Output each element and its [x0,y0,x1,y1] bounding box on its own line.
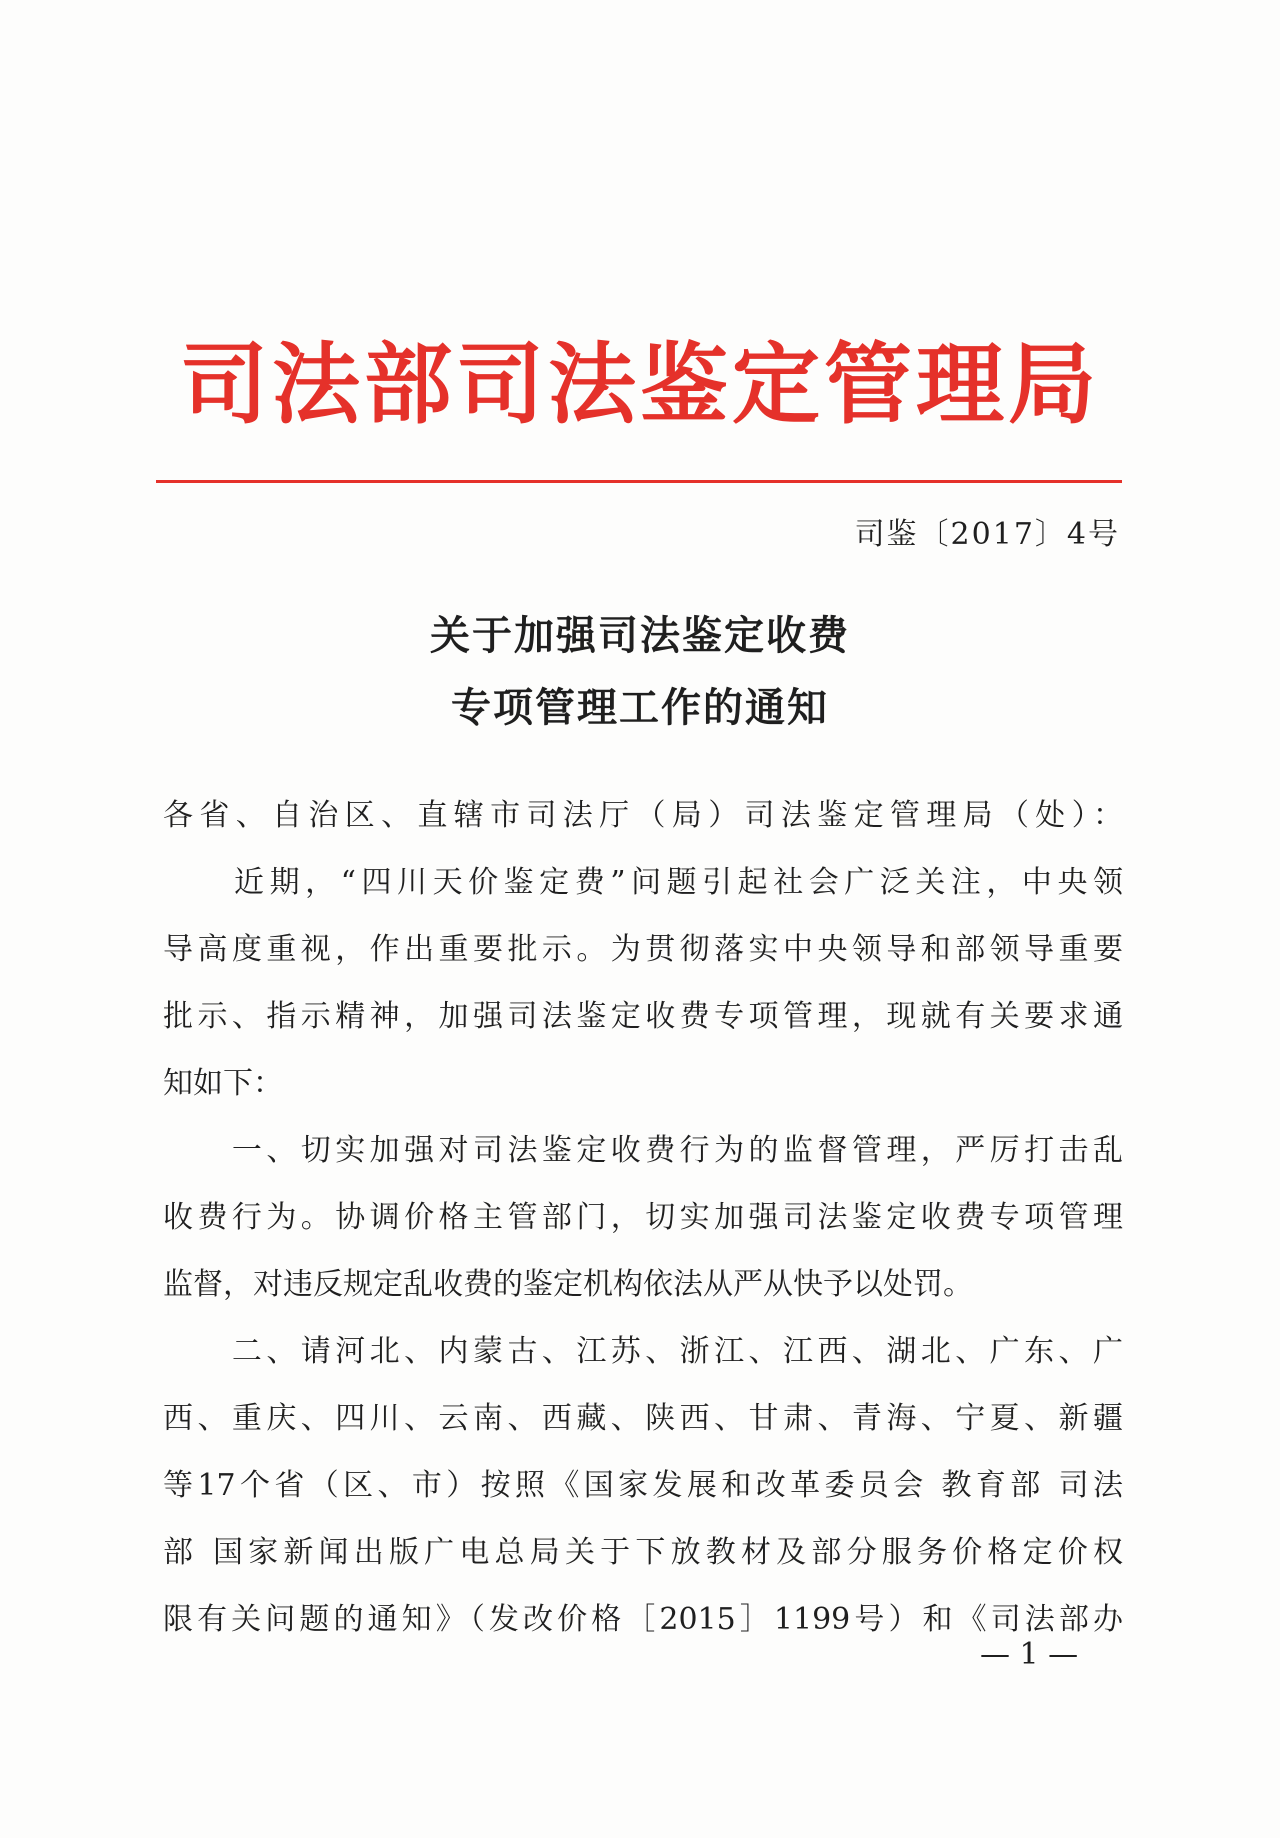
letterhead-red-rule [156,480,1122,483]
body-line: 一、切实加强对司法鉴定收费行为的监督管理，严厉打击乱 [163,1133,1123,1168]
page-number: — 1 — [980,1637,1079,1672]
body-line: 各省、自治区、直辖市司法厅（局）司法鉴定管理局（处）： [163,798,1123,833]
body-line: 限有关问题的通知》（发改价格［2015］1199号）和《司法部办 [163,1602,1123,1637]
body-line: 二、请河北、内蒙古、江苏、浙江、江西、湖北、广东、广 [163,1334,1123,1369]
body-line: 批示、指示精神，加强司法鉴定收费专项管理，现就有关要求通 [163,999,1123,1034]
body-line: 收费行为。协调价格主管部门，切实加强司法鉴定收费专项管理 [163,1200,1123,1235]
body-line: 等17个省（区、市）按照《国家发展和改革委员会 教育部 司法 [163,1468,1123,1503]
document-body [163,782,1123,1653]
body-line: 西、重庆、四川、云南、西藏、陕西、甘肃、青海、宁夏、新疆 [163,1401,1123,1436]
body-line: 部 国家新闻出版广电总局关于下放教材及部分服务价格定价权 [163,1535,1123,1570]
body-line: 近期，“四川天价鉴定费”问题引起社会广泛关注，中央领 [163,865,1123,900]
body-line: 监督，对违反规定乱收费的鉴定机构依法从严从快予以处罚。 [163,1267,973,1302]
document-title-line-2: 专项管理工作的通知 [451,684,829,731]
letterhead-title: 司法部司法鉴定管理局 [179,333,1100,436]
document-number: 司鉴〔2017〕4号 [854,517,1120,552]
body-line: 知如下： [163,1066,283,1101]
body-line: 导高度重视，作出重要批示。为贯彻落实中央领导和部领导重要 [163,932,1123,967]
document-title-line-1: 关于加强司法鉴定收费 [430,612,850,659]
